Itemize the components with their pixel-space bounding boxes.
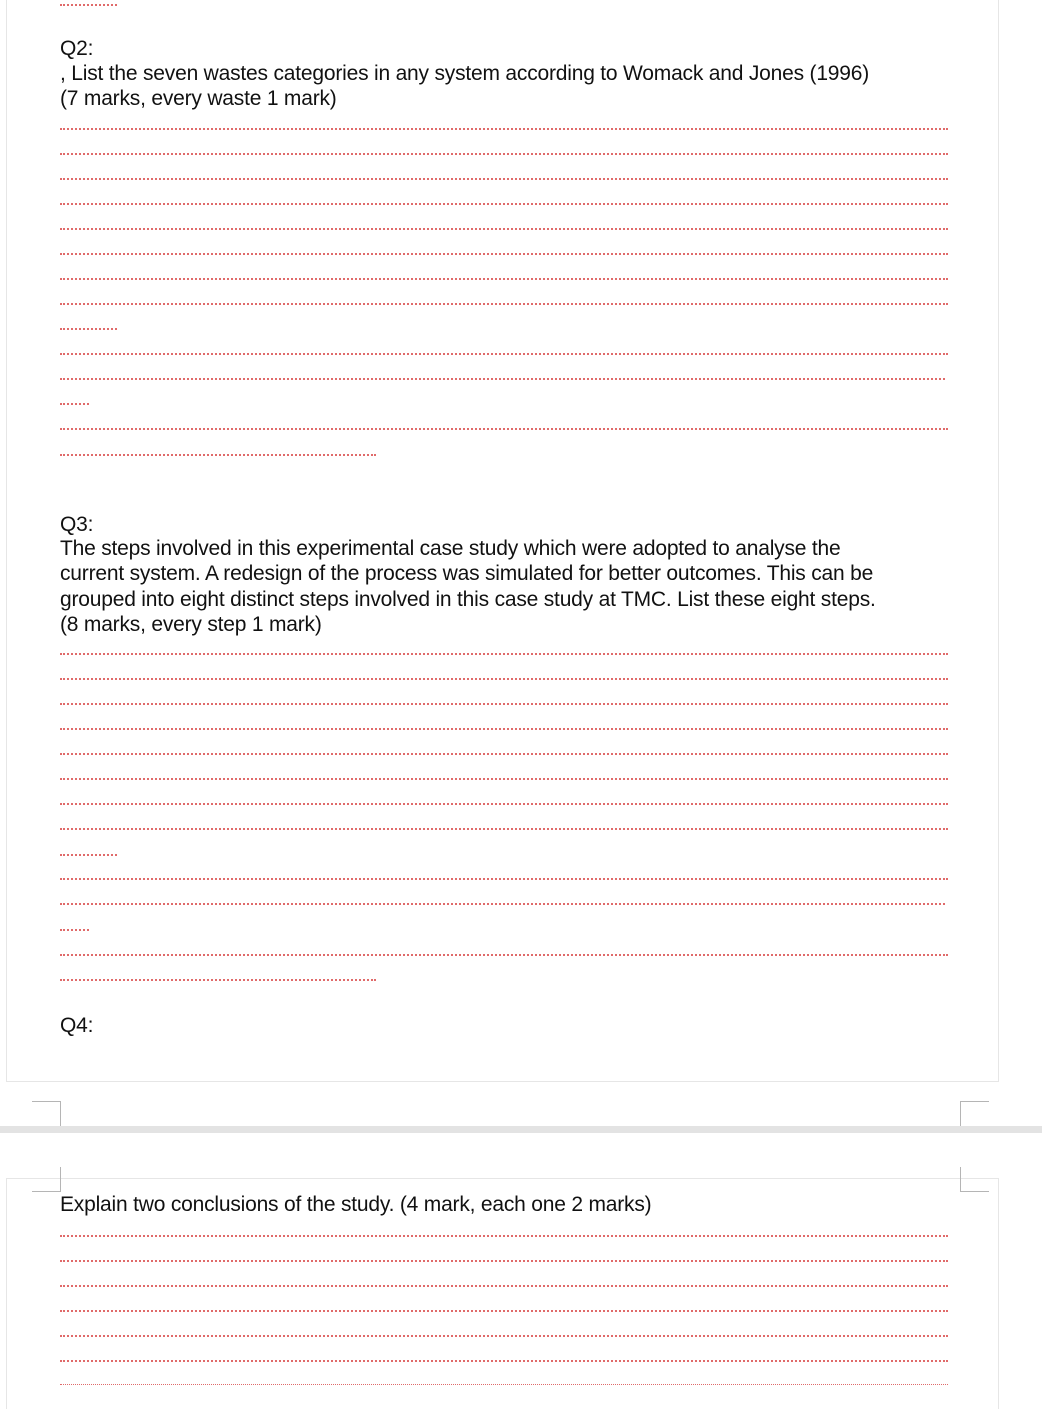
- q4-label: Q4:: [60, 1014, 94, 1037]
- q2-question-line: , List the seven wastes categories in any system according to Womack and Jones (1996): [60, 62, 870, 85]
- answer-line[interactable]: [60, 954, 948, 956]
- answer-line[interactable]: [60, 454, 376, 456]
- answer-line[interactable]: [60, 878, 948, 880]
- answer-line[interactable]: [60, 753, 948, 755]
- answer-line[interactable]: [60, 253, 948, 255]
- answer-line[interactable]: [60, 178, 948, 180]
- answer-line[interactable]: [60, 1260, 948, 1262]
- answer-line[interactable]: [60, 353, 948, 355]
- q3-marks: (8 marks, every step 1 mark): [60, 613, 322, 636]
- answer-line[interactable]: [60, 128, 948, 130]
- answer-line[interactable]: [60, 428, 948, 430]
- answer-line[interactable]: [60, 203, 948, 205]
- crop-mark-top-left: [32, 1167, 61, 1192]
- answer-line[interactable]: [60, 1285, 948, 1287]
- answer-line: [60, 4, 117, 6]
- crop-mark-bottom-left: [32, 1101, 61, 1126]
- q3-label: Q3:: [60, 513, 94, 536]
- answer-line[interactable]: [60, 803, 948, 805]
- page-separator: [0, 1126, 1042, 1133]
- answer-line[interactable]: [60, 678, 948, 680]
- answer-line[interactable]: [60, 703, 948, 705]
- answer-line[interactable]: [60, 854, 117, 856]
- answer-line[interactable]: [60, 1335, 948, 1337]
- q3-question-line: The steps involved in this experimental case study which were adopted to analyse the: [60, 537, 841, 560]
- answer-line[interactable]: [60, 903, 945, 905]
- answer-line[interactable]: [60, 1235, 948, 1237]
- answer-line[interactable]: [60, 828, 948, 830]
- q2-label: Q2:: [60, 37, 94, 60]
- q2-marks: (7 marks, every waste 1 mark): [60, 87, 337, 110]
- answer-line[interactable]: [60, 778, 948, 780]
- answer-line[interactable]: [60, 1360, 948, 1362]
- answer-line[interactable]: [60, 979, 376, 981]
- answer-line[interactable]: [60, 403, 89, 405]
- crop-mark-top-right: [960, 1167, 989, 1192]
- answer-line[interactable]: [60, 378, 945, 380]
- answer-line[interactable]: [60, 1310, 948, 1312]
- answer-line[interactable]: [60, 728, 948, 730]
- q4-question: Explain two conclusions of the study. (4 mark, each one 2 marks): [60, 1193, 652, 1216]
- answer-line[interactable]: [60, 653, 948, 655]
- answer-line[interactable]: [60, 153, 948, 155]
- answer-line[interactable]: [60, 1384, 948, 1385]
- q3-question-line: grouped into eight distinct steps involved in this case study at TMC. List these eight steps.: [60, 588, 876, 611]
- answer-line[interactable]: [60, 929, 89, 931]
- answer-line[interactable]: [60, 303, 948, 305]
- answer-line[interactable]: [60, 328, 117, 330]
- answer-line[interactable]: [60, 228, 948, 230]
- answer-line[interactable]: [60, 278, 948, 280]
- crop-mark-bottom-right: [960, 1101, 989, 1126]
- q3-question-line: current system. A redesign of the process was simulated for better outcomes. This can be: [60, 562, 874, 585]
